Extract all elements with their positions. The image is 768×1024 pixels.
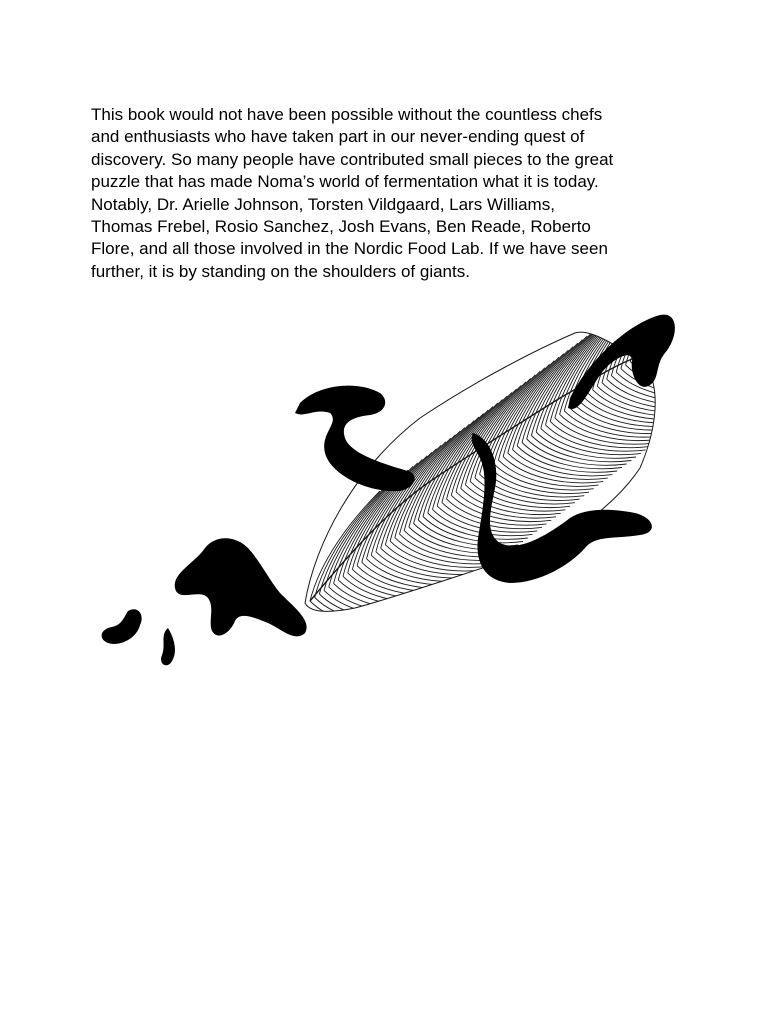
acknowledgement-paragraph: This book would not have been possible without the countless chefs and enthusiasts who have taken part in our never-ending quest of discovery. So many people have contributed small pieces to the great puzzle that has made Noma’s world of fermentation what it is today. Notably, Dr. Arielle Johnson, Torsten Vildgaard, Lars Williams, Thomas Frebel, Rosio Sanchez, Josh Evans, Ben Reade, Roberto Flore, and all those involved in the Nordic Food Lab. If we have seen further, it is by standing on the shoulders of giants. xyxy=(91,105,614,281)
line-art-illustration xyxy=(90,303,680,668)
